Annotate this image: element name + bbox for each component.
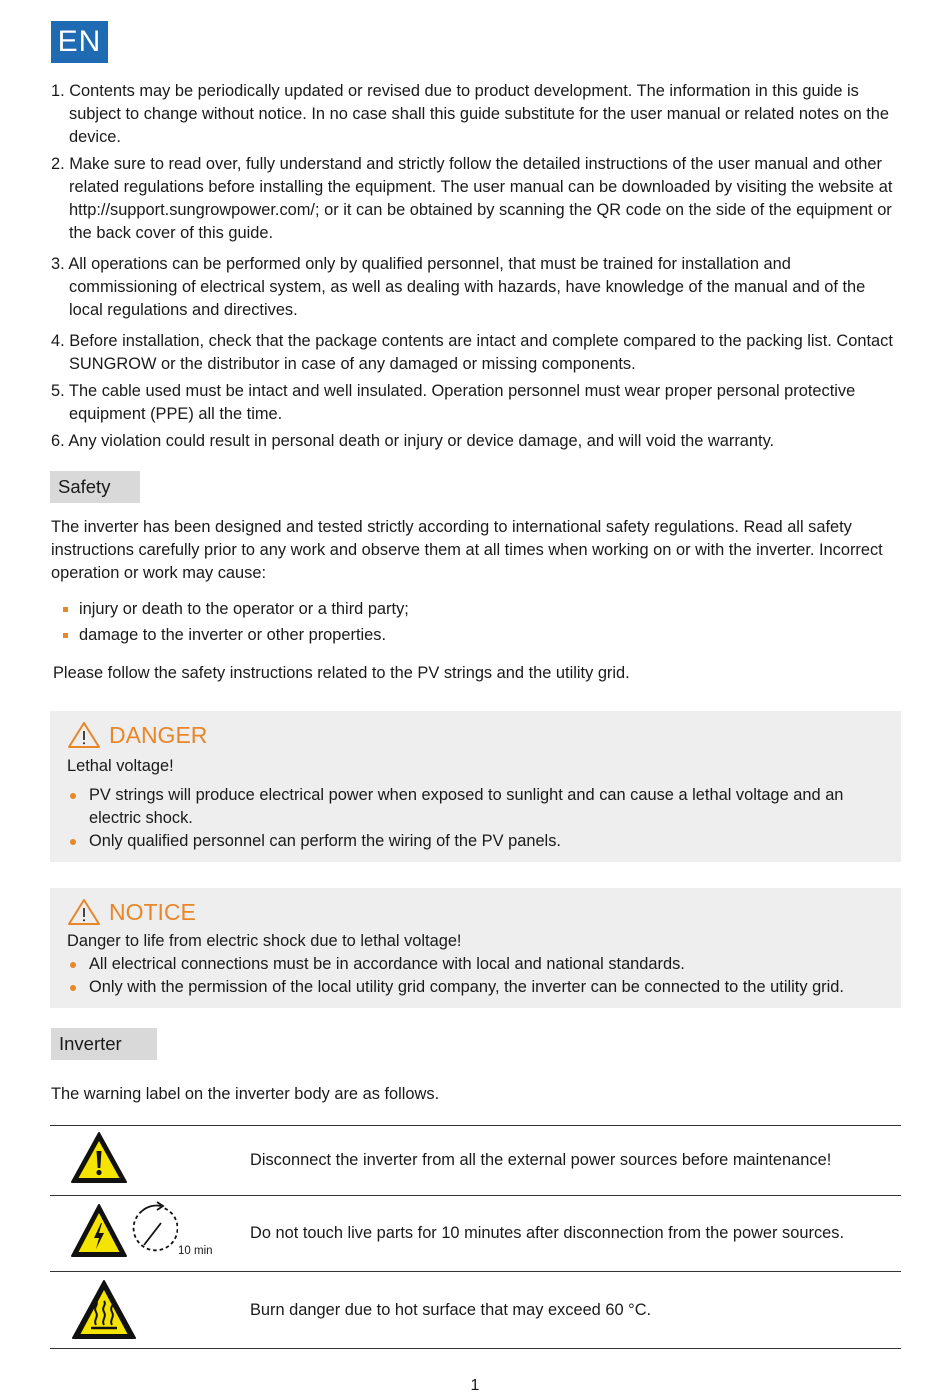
note-item: 5. The cable used must be intact and well insulated. Operation personnel must wear proper personal protective equipment (PPE) all the time.	[51, 382, 856, 423]
safety-follow-text: Please follow the safety instructions related to the PV strings and the utility grid.	[53, 664, 630, 682]
notice-title: NOTICE	[109, 898, 196, 925]
safety-intro: The inverter has been designed and tested strictly according to international safety regulations. Read all safety instructions carefully prior to any work and observe them at all times when working on or with the inverter. Incorrect operation or work may cause:	[51, 518, 883, 582]
table-row	[50, 1126, 901, 1196]
table-row	[50, 1272, 901, 1349]
timer-label: 10 min	[178, 1245, 213, 1257]
language-badge: EN	[51, 21, 108, 63]
danger-header	[67, 721, 893, 749]
danger-list	[67, 784, 893, 853]
warning-triangle-icon	[67, 721, 101, 749]
bullet-text: PV strings will produce electrical power when exposed to sunlight and can cause a lethal voltage and an electric shock.	[89, 786, 844, 827]
label-icon-cell	[50, 1126, 250, 1195]
bullet-marker	[70, 793, 76, 799]
danger-subtitle: Lethal voltage!	[67, 757, 174, 775]
label-text: Burn danger due to hot surface that may exceed 60 °C.	[250, 1300, 652, 1319]
page-number: 1	[470, 1377, 480, 1394]
bullet-marker	[70, 962, 76, 968]
inverter-heading: Inverter	[51, 1028, 157, 1060]
high-voltage-icon	[70, 1203, 128, 1259]
label-text: Disconnect the inverter from all the external power sources before maintenance!	[250, 1151, 832, 1169]
list-item	[61, 622, 409, 648]
safety-bullet-list	[61, 596, 409, 648]
bullet-text: All electrical connections must be in accordance with local and national standards.	[89, 955, 685, 973]
list-item	[67, 784, 893, 830]
list-item	[67, 830, 893, 853]
bullet-text: injury or death to the operator or a third party;	[79, 600, 409, 618]
warning-label-table	[50, 1125, 901, 1349]
notice-box	[50, 888, 901, 1008]
list-item	[67, 976, 895, 999]
label-icon-cell	[50, 1196, 250, 1271]
danger-box	[50, 711, 901, 862]
bullet-marker	[70, 985, 76, 991]
bullet-text: Only with the permission of the local utility grid company, the inverter can be connected to the utility grid.	[89, 978, 844, 996]
inverter-intro: The warning label on the inverter body are as follows.	[51, 1085, 440, 1103]
bullet-marker	[63, 607, 68, 612]
warning-triangle-icon	[67, 898, 101, 926]
notice-list	[67, 953, 895, 999]
general-warning-icon	[70, 1131, 128, 1185]
safety-heading: Safety	[50, 471, 140, 503]
note-item: 1. Contents may be periodically updated or revised due to product development. The information in this guide is subject to change without notice. In no case shall this guide substitute for the user manual or related notes on the device.	[51, 82, 890, 146]
hot-surface-icon	[71, 1279, 137, 1341]
label-text: Do not touch live parts for 10 minutes after disconnection from the power sources.	[250, 1224, 845, 1242]
danger-title: DANGER	[109, 721, 208, 748]
note-item: 3. All operations can be performed only by qualified personnel, that must be trained for installation and commissioning of electrical system, as well as dealing with hazards, have knowledge of the manual and of the local regulations and directives.	[51, 255, 866, 319]
notice-subtitle: Danger to life from electric shock due to lethal voltage!	[67, 932, 462, 950]
bullet-marker	[70, 839, 76, 845]
table-row	[50, 1196, 901, 1272]
bullet-marker	[63, 633, 68, 638]
note-item: 4. Before installation, check that the package contents are intact and complete compared to the packing list. Contact SUNGROW or the distributor in case of any damaged or missing components.	[51, 332, 893, 373]
note-item: 2. Make sure to read over, fully understand and strictly follow the detailed instructions of the user manual and other related regulations before installing the equipment. The user manual can be downloaded by visiting the website at http://support.sungrowpower.com/; or it can be obtained by scanning the QR code on the side of the equipment or the back cover of this guide.	[51, 155, 893, 242]
list-item	[61, 596, 409, 622]
list-item	[67, 953, 895, 976]
bullet-text: damage to the inverter or other properties.	[79, 626, 387, 644]
intro-notes-list	[51, 80, 901, 457]
timer-icon	[128, 1201, 178, 1259]
notice-header	[67, 898, 895, 926]
label-icon-cell	[50, 1272, 250, 1348]
note-item: 6. Any violation could result in personal death or injury or device damage, and will void the warranty.	[51, 432, 775, 450]
bullet-text: Only qualified personnel can perform the wiring of the PV panels.	[89, 832, 561, 850]
